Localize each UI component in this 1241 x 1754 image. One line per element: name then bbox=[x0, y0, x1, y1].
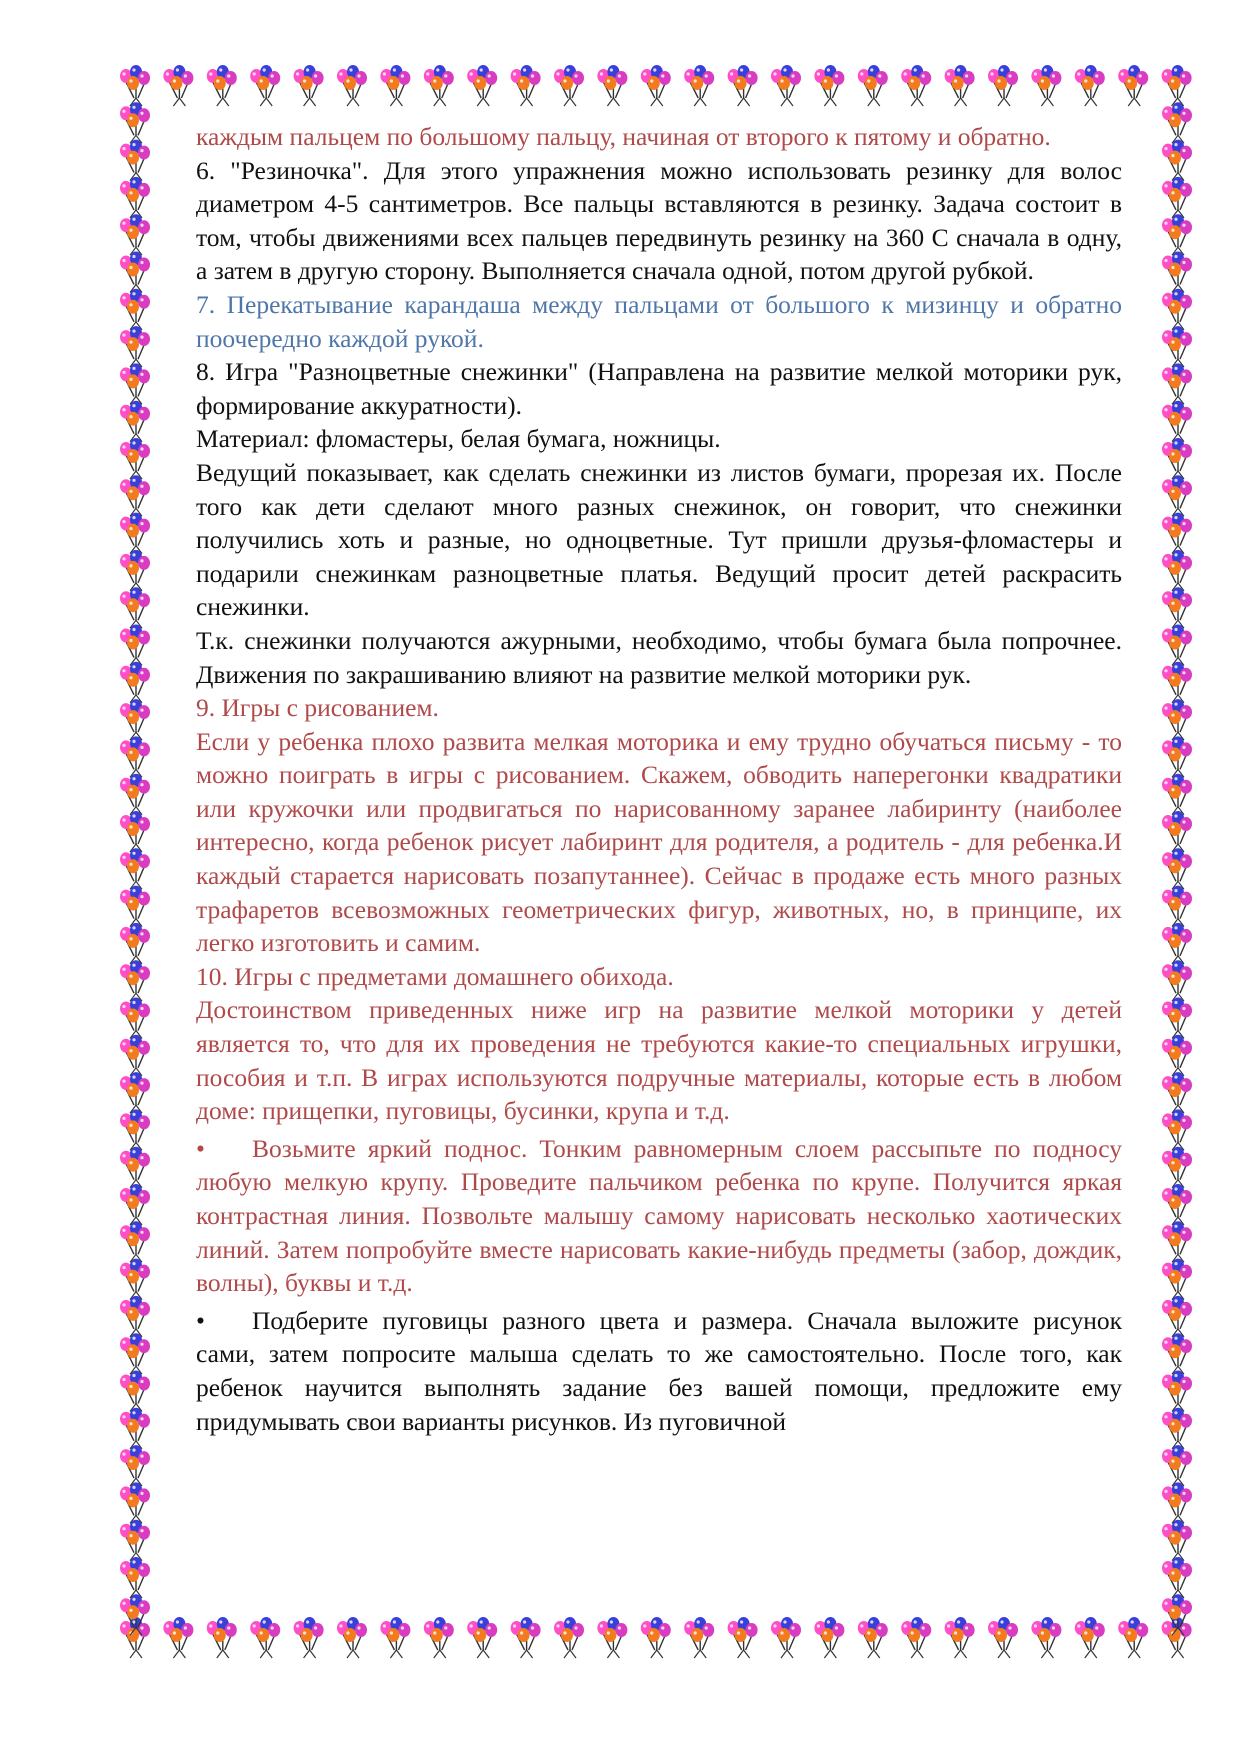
bullet-text: Подберите пуговицы разного цвета и размера. Сначала выложите рисунок сами, затем попросите малыша сделать то же самостоятельно. После того, как ребенок научится выполнять задание без вашей помощи, предложите ему придумывать свои варианты рисунков. Из пуговичной bbox=[196, 1305, 1122, 1436]
balloon-bunch-icon bbox=[1162, 960, 1192, 1001]
balloon-bunch-icon bbox=[1162, 1333, 1192, 1374]
balloon-bunch-icon bbox=[120, 1109, 150, 1150]
balloon-bunch-icon bbox=[1162, 1221, 1192, 1262]
balloon-bunch-icon bbox=[1162, 1408, 1192, 1449]
balloon-bunch-icon bbox=[1118, 65, 1148, 106]
balloon-bunch-icon bbox=[1162, 1035, 1192, 1076]
balloon-bunch-icon bbox=[294, 65, 324, 106]
balloon-bunch-icon bbox=[511, 65, 541, 106]
balloon-bunch-icon bbox=[120, 363, 150, 404]
balloon-bunch-icon bbox=[1162, 438, 1192, 479]
balloon-bunch-icon bbox=[294, 1617, 324, 1658]
balloon-bunch-icon bbox=[120, 1445, 150, 1486]
balloon-bunch-icon bbox=[1031, 1617, 1061, 1658]
balloon-bunch-icon bbox=[1162, 102, 1192, 143]
bullet-marker: • bbox=[196, 1133, 205, 1163]
balloon-bunch-icon bbox=[1162, 1147, 1192, 1188]
paragraph-rubber-band-exercise: 6. "Резиночка". Для этого упражнения можно использовать резинку для волос диаметром 4-5 сантиметров. Все пальцы вставляются в резинку. Задача состоит в том, чтобы движениями всех пальцев передвинуть резинку на 360 С сначала в одну, а затем в другую сторону. Выполняется сначала одной, потом другой рубкой. bbox=[196, 155, 1122, 286]
balloon-bunch-icon bbox=[1162, 923, 1192, 964]
balloon-bunch-icon bbox=[120, 1221, 150, 1262]
balloon-bunch-icon bbox=[1075, 65, 1105, 106]
paragraph-pencil-rolling: 7. Перекатывание карандаша между пальцами от большого к мизинцу и обратно поочередно каждой рукой. bbox=[196, 289, 1122, 353]
bullet-item-buttons bbox=[196, 1304, 1122, 1438]
bullet-marker: • bbox=[196, 1305, 205, 1335]
balloon-bunch-icon bbox=[120, 774, 150, 815]
balloon-bunch-icon bbox=[120, 699, 150, 740]
balloon-bunch-icon bbox=[120, 140, 150, 181]
paragraph-snowflake-instructions: Ведущий показывает, как сделать снежинки из листов бумаги, прорезая их. После того как дети сделают много разных снежинок, он говорит, что снежинки получились хоть и разные, но одноцветные. Тут пришли друзья-фломастеры и подарили снежинкам разноцветные платья. Ведущий просит детей раскрасить снежинки. bbox=[196, 457, 1122, 622]
balloon-bunch-icon bbox=[1162, 363, 1192, 404]
paragraph-snowflake-game: 8. Игра "Разноцветные снежинки" (Направлена на развитие мелкой моторики рук, формирование аккуратности). bbox=[196, 357, 1122, 420]
balloon-bunch-icon bbox=[120, 923, 150, 964]
balloon-bunch-icon bbox=[120, 475, 150, 516]
heading-drawing-games: 9. Игры с рисованием. bbox=[196, 693, 439, 723]
balloon-bunch-icon bbox=[814, 1617, 844, 1658]
balloon-bunch-icon bbox=[728, 65, 758, 106]
balloon-bunch-icon bbox=[1031, 65, 1061, 106]
balloon-bunch-icon bbox=[120, 326, 150, 367]
balloon-bunch-icon bbox=[467, 65, 497, 106]
balloon-bunch-icon bbox=[120, 998, 150, 1039]
balloon-bunch-icon bbox=[120, 214, 150, 255]
balloon-bunch-icon bbox=[1162, 1371, 1192, 1412]
balloon-bunch-icon bbox=[1162, 736, 1192, 777]
balloon-bunch-icon bbox=[120, 1333, 150, 1374]
balloon-bunch-icon bbox=[641, 1617, 671, 1658]
balloon-bunch-icon bbox=[120, 513, 150, 554]
balloon-bunch-icon bbox=[597, 65, 627, 106]
balloon-bunch-icon bbox=[120, 438, 150, 479]
document-body bbox=[196, 120, 1122, 1438]
balloon-bunch-icon bbox=[424, 65, 454, 106]
balloon-bunch-icon bbox=[120, 587, 150, 628]
balloon-bunch-icon bbox=[120, 960, 150, 1001]
balloon-bunch-icon bbox=[1162, 662, 1192, 703]
balloon-bunch-icon bbox=[901, 1617, 931, 1658]
balloon-bunch-icon bbox=[728, 1617, 758, 1658]
balloon-bunch-icon bbox=[945, 1617, 975, 1658]
balloon-bunch-icon bbox=[467, 1617, 497, 1658]
balloon-bunch-icon bbox=[771, 1617, 801, 1658]
balloon-bunch-icon bbox=[337, 65, 367, 106]
balloon-bunch-icon bbox=[1162, 1520, 1192, 1561]
balloon-bunch-icon bbox=[1162, 252, 1192, 293]
balloon-bunch-icon bbox=[1162, 886, 1192, 927]
balloon-bunch-icon bbox=[120, 1617, 150, 1658]
balloon-bunch-icon bbox=[120, 289, 150, 330]
balloon-bunch-icon bbox=[120, 550, 150, 591]
balloon-bunch-icon bbox=[1162, 587, 1192, 628]
balloon-bunch-icon bbox=[901, 65, 931, 106]
balloon-bunch-icon bbox=[250, 1617, 280, 1658]
bullet-item-tray-groats bbox=[196, 1132, 1122, 1300]
balloon-bunch-icon bbox=[511, 1617, 541, 1658]
balloon-bunch-icon bbox=[1162, 513, 1192, 554]
balloon-bunch-icon bbox=[1162, 998, 1192, 1039]
balloon-bunch-icon bbox=[120, 1408, 150, 1449]
balloon-bunch-icon bbox=[120, 65, 150, 106]
balloon-bunch-icon bbox=[120, 886, 150, 927]
balloon-bunch-icon bbox=[120, 1259, 150, 1300]
balloon-bunch-icon bbox=[684, 1617, 714, 1658]
balloon-bunch-icon bbox=[120, 102, 150, 143]
paragraph-materials: Материал: фломастеры, белая бумага, ножницы. bbox=[196, 424, 721, 454]
balloon-bunch-icon bbox=[858, 65, 888, 106]
balloon-bunch-icon bbox=[380, 65, 410, 106]
balloon-bunch-icon bbox=[120, 1147, 150, 1188]
balloon-bunch-icon bbox=[1162, 475, 1192, 516]
balloon-bunch-icon bbox=[1162, 326, 1192, 367]
balloon-bunch-icon bbox=[120, 401, 150, 442]
balloon-bunch-icon bbox=[1162, 848, 1192, 889]
balloon-bunch-icon bbox=[1162, 550, 1192, 591]
balloon-bunch-icon bbox=[597, 1617, 627, 1658]
balloon-bunch-icon bbox=[120, 1520, 150, 1561]
balloon-bunch-icon bbox=[1118, 1617, 1148, 1658]
balloon-bunch-icon bbox=[120, 1296, 150, 1337]
balloon-bunch-icon bbox=[858, 1617, 888, 1658]
balloon-bunch-icon bbox=[120, 1035, 150, 1076]
balloon-bunch-icon bbox=[380, 1617, 410, 1658]
paragraph-snowflake-note: Т.к. снежинки получаются ажурными, необходимо, чтобы бумага была попрочнее. Движения по закрашиванию влияют на развитие мелкой моторики рук. bbox=[196, 625, 1122, 689]
balloon-bunch-icon bbox=[1162, 1296, 1192, 1337]
balloon-bunch-icon bbox=[120, 1482, 150, 1523]
balloon-bunch-icon bbox=[120, 177, 150, 218]
balloon-bunch-icon bbox=[1162, 65, 1192, 106]
balloon-bunch-icon bbox=[120, 736, 150, 777]
balloon-bunch-icon bbox=[120, 1557, 150, 1598]
balloon-bunch-icon bbox=[337, 1617, 367, 1658]
balloon-bunch-icon bbox=[120, 1184, 150, 1225]
balloon-bunch-icon bbox=[163, 1617, 193, 1658]
balloon-bunch-icon bbox=[424, 1617, 454, 1658]
balloon-bunch-icon bbox=[1162, 774, 1192, 815]
balloon-bunch-icon bbox=[207, 1617, 237, 1658]
balloon-bunch-icon bbox=[554, 65, 584, 106]
balloon-bunch-icon bbox=[120, 252, 150, 293]
balloon-bunch-icon bbox=[163, 65, 193, 106]
balloon-bunch-icon bbox=[120, 625, 150, 666]
balloon-bunch-icon bbox=[1075, 1617, 1105, 1658]
balloon-bunch-icon bbox=[1162, 1184, 1192, 1225]
balloon-bunch-icon bbox=[1162, 1617, 1192, 1658]
balloon-bunch-icon bbox=[1162, 1445, 1192, 1486]
bullet-text: Возьмите яркий поднос. Тонким равномерным слоем рассыпьте по подносу любую мелкую крупу. Проведите пальчиком ребенка по крупе. Получится яркая контрастная линия. Позвольте малышу самому нарисовать несколько хаотических линий. Затем попробуйте вместе нарисовать какие-нибудь предметы (забор, дождик, волны), буквы и т.д. bbox=[196, 1133, 1122, 1298]
balloon-bunch-icon bbox=[1162, 1482, 1192, 1523]
balloon-bunch-icon bbox=[207, 65, 237, 106]
balloon-bunch-icon bbox=[684, 65, 714, 106]
balloon-bunch-icon bbox=[1162, 1259, 1192, 1300]
balloon-bunch-icon bbox=[1162, 177, 1192, 218]
balloon-bunch-icon bbox=[1162, 1557, 1192, 1598]
balloon-bunch-icon bbox=[1162, 214, 1192, 255]
paragraph-household-games: Достоинством приведенных ниже игр на развитие мелкой моторики у детей является то, что для их проведения не требуются какие-то специальных игрушки, пособия и т.п. В играх используются подручные материалы, которые есть в любом доме: прищепки, пуговицы, бусинки, крупа и т.д. bbox=[196, 995, 1122, 1126]
balloon-bunch-icon bbox=[641, 65, 671, 106]
heading-household-games: 10. Игры с предметами домашнего обихода. bbox=[196, 961, 674, 991]
balloon-bunch-icon bbox=[554, 1617, 584, 1658]
balloon-bunch-icon bbox=[1162, 1072, 1192, 1113]
balloon-bunch-icon bbox=[945, 65, 975, 106]
balloon-bunch-icon bbox=[1162, 811, 1192, 852]
balloon-bunch-icon bbox=[1162, 699, 1192, 740]
balloon-bunch-icon bbox=[814, 65, 844, 106]
balloon-bunch-icon bbox=[1162, 1109, 1192, 1150]
balloon-bunch-icon bbox=[120, 848, 150, 889]
balloon-bunch-icon bbox=[120, 1371, 150, 1412]
balloon-bunch-icon bbox=[120, 811, 150, 852]
balloon-bunch-icon bbox=[120, 662, 150, 703]
balloon-bunch-icon bbox=[771, 65, 801, 106]
balloon-bunch-icon bbox=[1162, 289, 1192, 330]
paragraph-drawing-games: Если у ребенка плохо развита мелкая моторика и ему трудно обучаться письму - то можно поиграть в игры с рисованием. Скажем, обводить наперегонки квадратики или кружочки или продвигаться по нарисованному заранее лабиринту (наиболее интересно, когда ребенок рисует лабиринт для родителя, а родитель - для ребенка.И каждый старается нарисовать позапутаннее). Сейчас в продаже есть много разных трафаретов всевозможных геометрических фигур, животных, но, в принципе, их легко изготовить и самим. bbox=[196, 726, 1122, 958]
balloon-bunch-icon bbox=[1162, 401, 1192, 442]
balloon-bunch-icon bbox=[250, 65, 280, 106]
balloon-bunch-icon bbox=[1162, 625, 1192, 666]
balloon-bunch-icon bbox=[988, 65, 1018, 106]
balloon-bunch-icon bbox=[988, 1617, 1018, 1658]
balloon-bunch-icon bbox=[1162, 140, 1192, 181]
balloon-bunch-icon bbox=[120, 1072, 150, 1113]
paragraph-finger-touch: каждым пальцем по большому пальцу, начиная от второго к пятому и обратно. bbox=[196, 122, 1051, 151]
